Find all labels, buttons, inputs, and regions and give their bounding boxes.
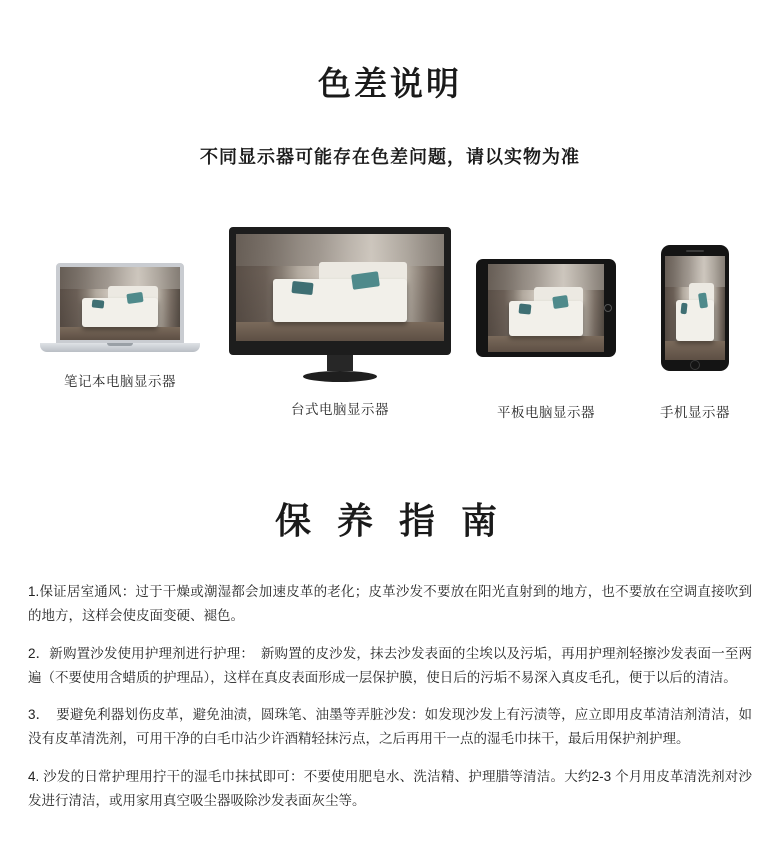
care-item: 1.保证居室通风：过于干燥或潮湿都会加速皮革的老化；皮革沙发不要放在阳光直射到的地方，也不要放在空调直接吹到的地方，这样会使皮面变硬、褪色。 [28,584,752,623]
device-desktop [225,227,455,418]
phone-speaker-icon [686,250,704,252]
page-title: 色差说明 [318,65,462,102]
phone-icon [661,245,729,371]
tablet-icon [476,259,616,357]
monitor-brand-label: SAMSUNG [323,347,357,353]
care-item: 4. 沙发的日常护理用拧干的湿毛巾抹拭即可：不要使用肥皂水、洗洁精、护理腊等清洁。大约2-3 个月用皮革清洗剂对沙发进行清洁，或用家用真空吸尘器吸除沙发表面灰尘等。 [28,768,752,808]
device-laptop [30,263,210,390]
device-caption-tablet: 平板电脑显示器 [497,405,595,420]
monitor-neck [327,355,353,371]
device-caption-desktop: 台式电脑显示器 [291,402,389,417]
care-guide-title: 保 养 指 南 [274,500,505,541]
device-phone [630,245,760,421]
laptop-base [40,343,200,352]
tablet-home-button-icon [604,304,612,312]
care-item: 2．新购置沙发使用护理剂进行护理： 新购置的皮沙发，抹去沙发表面的尘埃以及污垢，再用护理剂轻擦沙发表面一至两遍（不要使用含蜡质的护理品），这样在真皮表面形成一层保护膜，使日后的污垢不易深入真皮毛孔，便于以后的清洁。 [28,645,752,685]
sofa-photo [60,267,180,340]
sofa-photo [665,256,725,360]
device-caption-laptop: 笔记本电脑显示器 [64,374,176,389]
desktop-monitor-icon [229,227,451,355]
care-guide-list [28,580,752,813]
phone-home-button-icon [690,360,700,370]
care-item: 3． 要避免利器划伤皮革，避免油渍，圆珠笔、油墨等弄脏沙发：如发现沙发上有污渍等，应立即用皮革清洁剂清洁，如没有皮革清洗剂，可用干净的白毛巾沾少许酒精轻抹污点，之后再用干一点的湿毛巾抹干，最后用保护剂护理。 [28,707,752,746]
laptop-icon [56,263,184,343]
device-illustration-row [0,227,780,420]
sofa-photo [488,264,604,352]
device-tablet [460,259,632,421]
monitor-foot [303,371,377,382]
device-caption-phone: 手机显示器 [660,405,730,420]
sofa-photo [236,234,444,341]
color-difference-subtitle: 不同显示器可能存在色差问题，请以实物为准 [200,147,580,167]
